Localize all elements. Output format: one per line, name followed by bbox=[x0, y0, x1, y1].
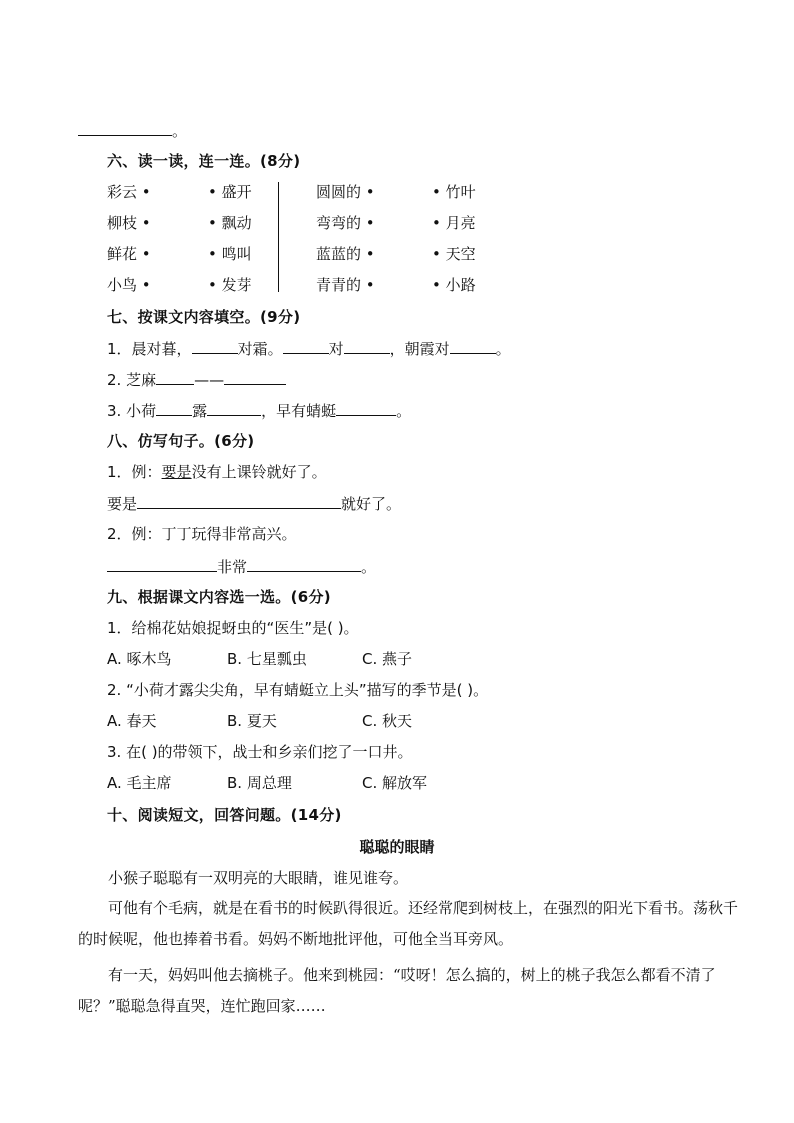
answer-blank[interactable] bbox=[137, 493, 341, 509]
question-text: 没有上课铃就好了。 bbox=[191, 463, 327, 481]
match-item[interactable]: • 盛开 bbox=[208, 183, 252, 201]
question-text: ，朝霞对 bbox=[389, 340, 450, 358]
match-item[interactable]: • 发芽 bbox=[208, 276, 252, 294]
question-text: 。 bbox=[396, 402, 412, 420]
dash: —— bbox=[194, 371, 225, 389]
section-9-heading: 九、根据课文内容选一选。(6分) bbox=[107, 588, 331, 606]
passage-paragraph: 有一天，妈妈叫他去摘桃子。他来到桃园：“哎呀！怎么搞的，树上的桃子我怎么都看不清了呢？”聪聪急得直哭，连忙跑回家…… bbox=[78, 966, 716, 1015]
match-right-nouns bbox=[432, 182, 476, 306]
match-item[interactable]: • 鸣叫 bbox=[208, 245, 252, 263]
question-8-2-example: 2．例：丁丁玩得非常高兴。 bbox=[107, 525, 297, 543]
match-item[interactable]: 小鸟 • bbox=[107, 276, 151, 294]
match-item[interactable]: • 飘动 bbox=[208, 214, 252, 232]
answer-blank[interactable] bbox=[192, 338, 238, 354]
match-item[interactable]: • 竹叶 bbox=[432, 183, 476, 201]
match-item[interactable]: 蓝蓝的 • bbox=[316, 245, 375, 263]
question-number: 3. bbox=[107, 402, 122, 420]
question-number: 2. bbox=[107, 371, 122, 389]
question-text: 晨对暮， bbox=[131, 340, 192, 358]
answer-blank[interactable] bbox=[224, 369, 286, 385]
match-item[interactable]: 鲜花 • bbox=[107, 245, 151, 263]
period: 。 bbox=[172, 122, 188, 140]
option-a[interactable]: A. 毛主席 bbox=[107, 774, 172, 792]
answer-blank[interactable] bbox=[247, 556, 361, 572]
option-c[interactable]: C. 秋天 bbox=[362, 712, 413, 730]
question-9-1: 1．给棉花姑娘捉蚜虫的“医生”是( )。 bbox=[107, 619, 359, 637]
question-number: 1． bbox=[107, 340, 132, 358]
match-item[interactable]: 青青的 • bbox=[316, 276, 375, 294]
question-text: 。 bbox=[495, 340, 511, 358]
question-text: 对 bbox=[328, 340, 344, 358]
passage-paragraph: 可他有个毛病，就是在看书的时候趴得很近。还经常爬到树枝上，在强烈的阳光下看书。荡秋千的时候呢，他也捧着书看。妈妈不断地批评他，可他全当耳旁风。 bbox=[78, 899, 739, 948]
option-b[interactable]: B. 夏天 bbox=[227, 712, 277, 730]
option-a[interactable]: A. 啄木鸟 bbox=[107, 650, 172, 668]
option-a[interactable]: A. 春天 bbox=[107, 712, 157, 730]
answer-blank[interactable] bbox=[207, 400, 261, 416]
question-9-2: 2. “小荷才露尖尖角，早有蜻蜓立上头”描写的季节是( )。 bbox=[107, 681, 489, 699]
match-item[interactable]: 柳枝 • bbox=[107, 214, 151, 232]
answer-blank[interactable] bbox=[156, 400, 192, 416]
question-text: 要是 bbox=[107, 495, 138, 513]
question-text: 对霜。 bbox=[237, 340, 283, 358]
match-item[interactable]: • 天空 bbox=[432, 245, 476, 263]
answer-blank[interactable] bbox=[450, 338, 496, 354]
match-item[interactable]: • 小路 bbox=[432, 276, 476, 294]
divider-line bbox=[278, 182, 279, 292]
passage-body bbox=[78, 868, 738, 1022]
question-text: 非常 bbox=[217, 558, 248, 576]
top-answer-line bbox=[78, 120, 187, 141]
section-6-heading: 六、读一读，连一连。(8分) bbox=[107, 152, 301, 170]
question-8-2-answer bbox=[107, 556, 376, 577]
section-7-heading: 七、按课文内容填空。(9分) bbox=[107, 308, 301, 326]
question-text: 就好了。 bbox=[341, 495, 402, 513]
question-7-1 bbox=[107, 338, 511, 359]
question-text: ，早有蜻蜓 bbox=[261, 402, 337, 420]
question-9-3: 3. 在( )的带领下，战士和乡亲们挖了一口井。 bbox=[107, 743, 413, 761]
answer-blank[interactable] bbox=[336, 400, 396, 416]
answer-blank[interactable] bbox=[344, 338, 390, 354]
question-7-2 bbox=[107, 369, 286, 390]
answer-blank[interactable] bbox=[78, 120, 172, 136]
question-text: 芝麻 bbox=[126, 371, 157, 389]
match-left-verbs bbox=[208, 182, 252, 306]
question-text: 。 bbox=[361, 558, 377, 576]
option-c[interactable]: C. 解放军 bbox=[362, 774, 428, 792]
passage-paragraph: 小猴子聪聪有一双明亮的大眼睛，谁见谁夸。 bbox=[108, 869, 409, 887]
answer-blank[interactable] bbox=[283, 338, 329, 354]
answer-blank[interactable] bbox=[156, 369, 194, 385]
section-8-heading: 八、仿写句子。(6分) bbox=[107, 432, 255, 450]
option-c[interactable]: C. 燕子 bbox=[362, 650, 413, 668]
question-7-3 bbox=[107, 400, 411, 421]
question-8-1-answer bbox=[107, 493, 401, 514]
match-left-nouns bbox=[107, 182, 151, 306]
passage-title: 聪聪的眼睛 bbox=[359, 838, 435, 856]
match-item[interactable]: • 月亮 bbox=[432, 214, 476, 232]
match-item[interactable]: 弯弯的 • bbox=[316, 214, 375, 232]
question-text: 小荷 bbox=[126, 402, 157, 420]
question-text: 1．例： bbox=[107, 463, 162, 481]
answer-blank[interactable] bbox=[107, 556, 217, 572]
match-right-adjectives bbox=[316, 182, 375, 306]
match-item[interactable]: 圆圆的 • bbox=[316, 183, 375, 201]
underlined-word: 要是 bbox=[161, 463, 192, 481]
option-b[interactable]: B. 周总理 bbox=[227, 774, 292, 792]
question-text: 露 bbox=[192, 402, 208, 420]
match-item[interactable]: 彩云 • bbox=[107, 183, 151, 201]
question-8-1-example bbox=[107, 462, 327, 482]
section-10-heading: 十、阅读短文，回答问题。(14分) bbox=[107, 806, 342, 824]
option-b[interactable]: B. 七星瓢虫 bbox=[227, 650, 307, 668]
